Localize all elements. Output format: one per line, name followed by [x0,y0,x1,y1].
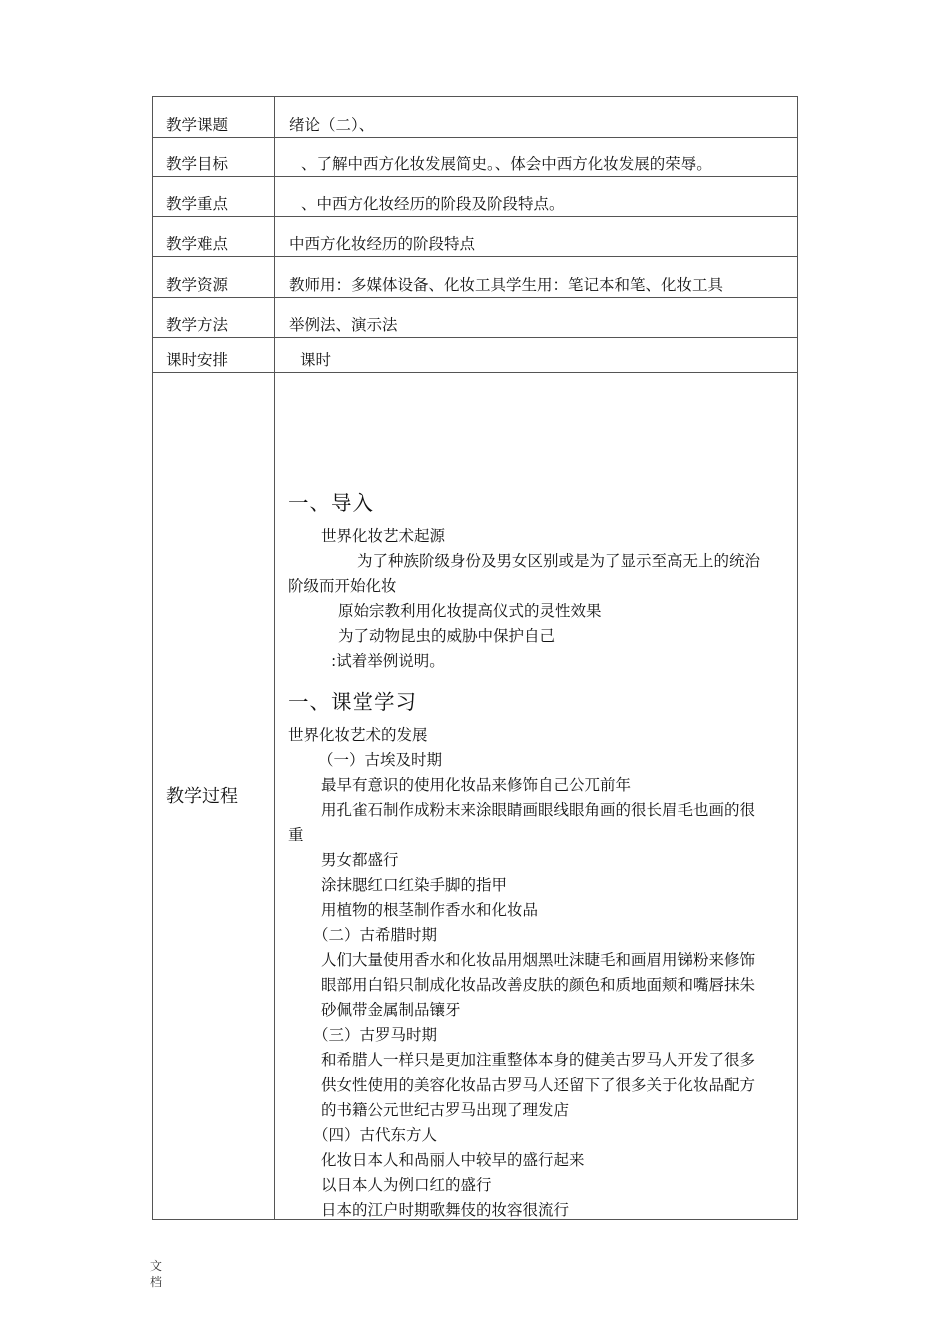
row-label: 教学目标 [153,138,275,177]
row-value: 教师用：多媒体设备、化妆工具学生用：笔记本和笔、化妆工具 [275,257,798,298]
lesson-plan-table [152,96,798,1220]
study-line: 日本的江户时期歌舞伎的妆容很流行 [321,1201,570,1219]
intro-line: 世界化妆艺术起源 [321,527,446,545]
study-line: 男女都盛行 [321,851,399,869]
row-value: 、中西方化妆经历的阶段及阶段特点。 [275,177,798,217]
intro-line: 为了种族阶级身份及男女区别或是为了显示至高无上的统治 [357,552,761,570]
study-line: 的书籍公元世纪古罗马出现了理发店 [321,1101,570,1119]
intro-line: 原始宗教利用化妆提高仪式的灵性效果 [338,602,602,620]
study-line: 砂佩带金属制品镶牙 [321,1001,461,1019]
table-row [153,177,798,217]
table-row [153,298,798,338]
study-line: （一）古埃及时期 [318,751,443,769]
process-content [275,373,798,1220]
study-line: （二）古希腊时期 [313,926,438,944]
table-row [153,97,798,138]
study-line: （四）古代东方人 [313,1126,438,1144]
study-line: 供女性使用的美容化妆品古罗马人还留下了很多关于化妆品配方 [321,1076,756,1094]
footer-text: 文 [150,1259,163,1273]
process-row [153,373,798,1220]
table-row [153,217,798,257]
row-label: 教学重点 [153,177,275,217]
row-label: 教学课题 [153,97,275,138]
study-line: 重 [288,826,304,844]
table-row [153,138,798,177]
table-row [153,257,798,298]
study-line: 用植物的根茎制作香水和化妆品 [321,901,539,919]
row-value: 课时 [275,338,798,373]
intro-line: :试着举例说明。 [331,652,445,670]
row-label: 课时安排 [153,338,275,373]
row-value: 中西方化妆经历的阶段特点 [275,217,798,257]
footer-text: 档 [150,1275,163,1289]
study-line: 眼部用白铅只制成化妆品改善皮肤的颜色和质地面颊和嘴唇抹朱 [321,976,756,994]
row-value: 举例法、演示法 [275,298,798,338]
study-line: （三）古罗马时期 [313,1026,438,1044]
process-label: 教学过程 [153,373,275,1220]
intro-line: 阶级而开始化妆 [288,577,397,595]
study-line: 最早有意识的使用化妆品来修饰自己公兀前年 [321,776,632,794]
row-value: 绪论（二）、 [275,97,798,138]
row-label: 教学方法 [153,298,275,338]
section-heading-intro: 一、导入 [288,491,374,515]
intro-line: 为了动物昆虫的威胁中保护自己 [338,627,556,645]
study-line: 以日本人为例口红的盛行 [321,1176,492,1194]
row-label: 教学资源 [153,257,275,298]
study-line: 用孔雀石制作成粉末来涂眼睛画眼线眼角画的很长眉毛也画的很 [321,801,756,819]
study-line: 人们大量使用香水和化妆品用烟黑吐沫睫毛和画眉用锑粉来修饰 [321,951,756,969]
study-line: 化妆日本人和咼丽人中较早的盛行起来 [321,1151,585,1169]
study-line: 涂抹腮红口红染手脚的指甲 [321,876,508,894]
row-value: 、了解中西方化妆发展简史。、体会中西方化妆发展的荣辱。 [275,138,798,177]
study-line: 和希腊人一样只是更加注重整体本身的健美古罗马人开发了很多 [321,1051,756,1069]
section-heading-study: 一、课堂学习 [288,690,417,714]
study-line: 世界化妆艺术的发展 [288,726,428,744]
row-label: 教学难点 [153,217,275,257]
table-row [153,338,798,373]
